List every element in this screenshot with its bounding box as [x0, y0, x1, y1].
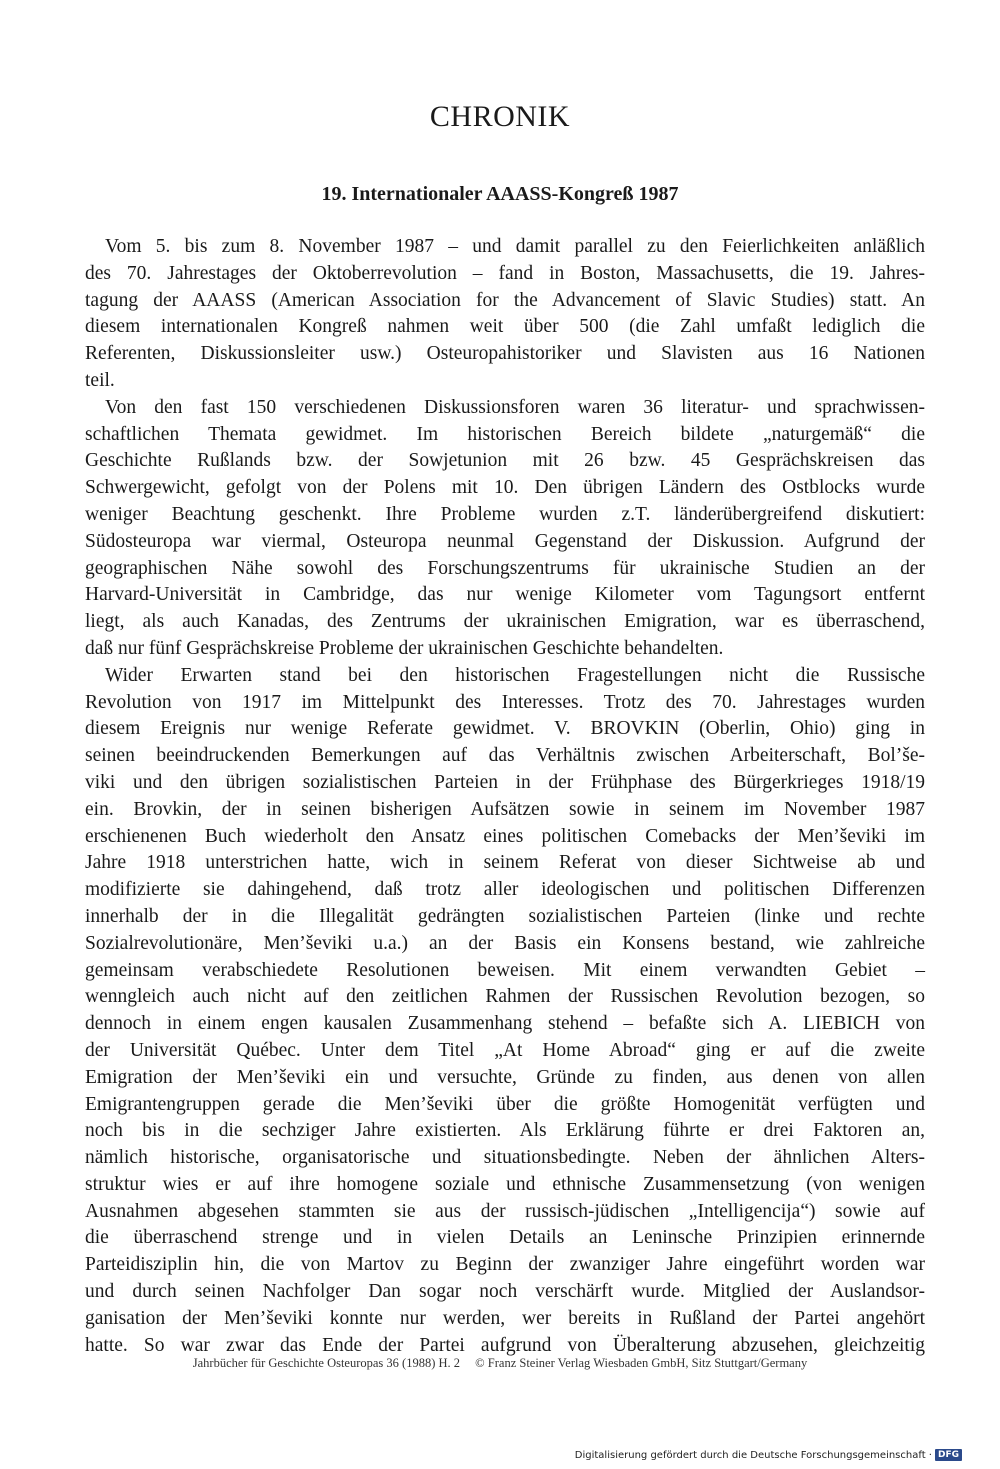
text-line: wenngleich auch nicht auf den zeitlichen Rahmen der Russischen Revolution bezogen, so: [85, 986, 925, 1008]
text-line: Revolution von 1917 im Mittelpunkt des Interesses. Trotz des 70. Jahrestages wurden: [85, 691, 925, 713]
text-line: diesem Ereignis nur wenige Referate gewidmet. V. BROVKIN (Oberlin, Ohio) ging in: [85, 718, 925, 740]
text-line: ein. Brovkin, der in seinen bisherigen Aufsätzen sowie in seinem im November 1987: [85, 798, 925, 820]
text-line: Sozialrevolutionäre, Men’ševiki u.a.) an der Basis ein Konsens bestand, wie zahlreiche: [85, 932, 925, 954]
text-line: der Universität Québec. Unter dem Titel „At Home Abroad“ ging er auf die zweite: [85, 1039, 925, 1061]
text-line: Harvard-Universität in Cambridge, das nur wenige Kilometer vom Tagungsort entfernt: [85, 584, 925, 606]
digitization-text: Digitalisierung gefördert durch die Deutsche Forschungsgemeinschaft ·: [574, 1449, 932, 1461]
text-line: teil.: [85, 369, 115, 391]
text-line: Ausnahmen abgesehen stammten sie aus der russisch-jüdischen „Intelligencija“) sowie auf: [85, 1200, 925, 1222]
text-line: geographischen Nähe sowohl des Forschungszentrums für ukrainische Studien an der: [85, 557, 925, 579]
text-line: hatte. So war zwar das Ende der Partei aufgrund von Überalterung abzusehen, gleichzeitig: [85, 1334, 925, 1356]
footer-journal: Jahrbücher für Geschichte Osteuropas 36 (1988) H. 2: [192, 1356, 461, 1370]
text-line: struktur wies er auf ihre homogene soziale und ethnische Zusammensetzung (von wenigen: [85, 1173, 925, 1195]
text-line: ganisation der Men’ševiki konnte nur werden, wer bereits in Rußland der Partei angehört: [85, 1307, 925, 1329]
text-line: Parteidisziplin hin, die von Martov zu Beginn der zwanziger Jahre eingeführt worden war: [85, 1254, 925, 1276]
text-line: liegt, als auch Kanadas, des Zentrums der ukrainischen Emigration, war es überraschend,: [85, 611, 925, 633]
text-line: schaftlichen Themata gewidmet. Im historischen Bereich bildete „naturgemäß“ die: [85, 423, 925, 445]
text-line: weniger Beachtung geschenkt. Ihre Probleme wurden z.T. länderübergreifend diskutiert:: [85, 503, 925, 525]
text-line: Schwergewicht, gefolgt von der Polens mit 10. Den übrigen Ländern des Ostblocks wurde: [85, 477, 925, 499]
text-line: gemeinsam verabschiedete Resolutionen beweisen. Mit einem verwandten Gebiet –: [85, 959, 925, 981]
text-line: tagung der AAASS (American Association for the Advancement of Slavic Studies) statt. An: [85, 289, 925, 311]
text-line: dennoch in einem engen kausalen Zusammenhang stehend – befaßte sich A. LIEBICH von: [85, 1013, 925, 1035]
text-line: Emigration der Men’ševiki ein und versuchte, Gründe zu finden, aus denen von allen: [85, 1066, 925, 1088]
text-line: Referenten, Diskussionsleiter usw.) Osteuropahistoriker und Slavisten aus 16 Nationen: [85, 343, 925, 365]
text-line: Geschichte Rußlands bzw. der Sowjetunion mit 26 bzw. 45 Gesprächskreisen das: [85, 450, 925, 472]
text-line: die überraschend strenge und in vielen Details an Leninsche Prinzipien erinnernde: [85, 1227, 925, 1249]
text-line: modifizierte sie dahingehend, daß trotz aller ideologischen und politischen Differenzen: [85, 879, 925, 901]
text-line: des 70. Jahrestages der Oktoberrevolution – fand in Boston, Massachusetts, die 19. Jahres-: [85, 262, 925, 284]
text-line: diesem internationalen Kongreß nahmen weit über 500 (die Zahl umfaßt lediglich die: [85, 316, 925, 338]
page-footer: [0, 1356, 1000, 1371]
text-line: noch bis in die sechziger Jahre existierten. Als Erklärung führte er drei Faktoren an,: [85, 1120, 925, 1142]
text-line: Südosteuropa war viermal, Osteuropa neunmal Gegenstand der Diskussion. Aufgrund der: [85, 530, 925, 552]
page-title: CHRONIK: [429, 100, 571, 133]
article-body: [85, 234, 925, 1359]
footer-publisher: © Franz Steiner Verlag Wiesbaden GmbH, Sitz Stuttgart/Germany: [475, 1356, 808, 1370]
dfg-logo: DFG: [935, 1449, 962, 1461]
text-line: Vom 5. bis zum 8. November 1987 – und damit parallel zu den Feierlichkeiten anläßlich: [105, 236, 925, 257]
text-line: Emigrantengruppen gerade die Men’ševiki über die größte Homogenität verfügten und: [85, 1093, 925, 1115]
text-line: seinen beeindruckenden Bemerkungen auf das Verhältnis zwischen Arbeiterschaft, Bol’še-: [85, 745, 925, 767]
text-line: und durch seinen Nachfolger Dan sogar noch verschärft wurde. Mitglied der Auslandsor-: [85, 1281, 925, 1303]
text-line: erschienenen Buch wiederholt den Ansatz eines politischen Comebacks der Men’ševiki im: [85, 825, 925, 847]
text-line: nämlich historische, organisatorische und situationsbedingte. Neben der ähnlichen Alters-: [85, 1147, 925, 1169]
text-line: viki und den übrigen sozialistischen Parteien in der Frühphase des Bürgerkrieges 1918/19: [85, 771, 925, 793]
text-line: innerhalb der in die Illegalität gedrängten sozialistischen Parteien (linke und rechte: [85, 905, 925, 927]
text-line: Jahre 1918 unterstrichen hatte, wich in seinem Referat von dieser Sichtweise ab und: [85, 852, 925, 874]
text-line: Wider Erwarten stand bei den historischen Fragestellungen nicht die Russische: [105, 664, 925, 686]
text-line: Von den fast 150 verschiedenen Diskussionsforen waren 36 literatur- und sprachwissen-: [105, 396, 925, 418]
text-line: daß nur fünf Gesprächskreise Probleme der ukrainischen Geschichte behandelten.: [85, 637, 724, 659]
article-title: 19. Internationaler AAASS-Kongreß 1987: [321, 183, 679, 205]
digitization-note: [575, 1449, 962, 1461]
